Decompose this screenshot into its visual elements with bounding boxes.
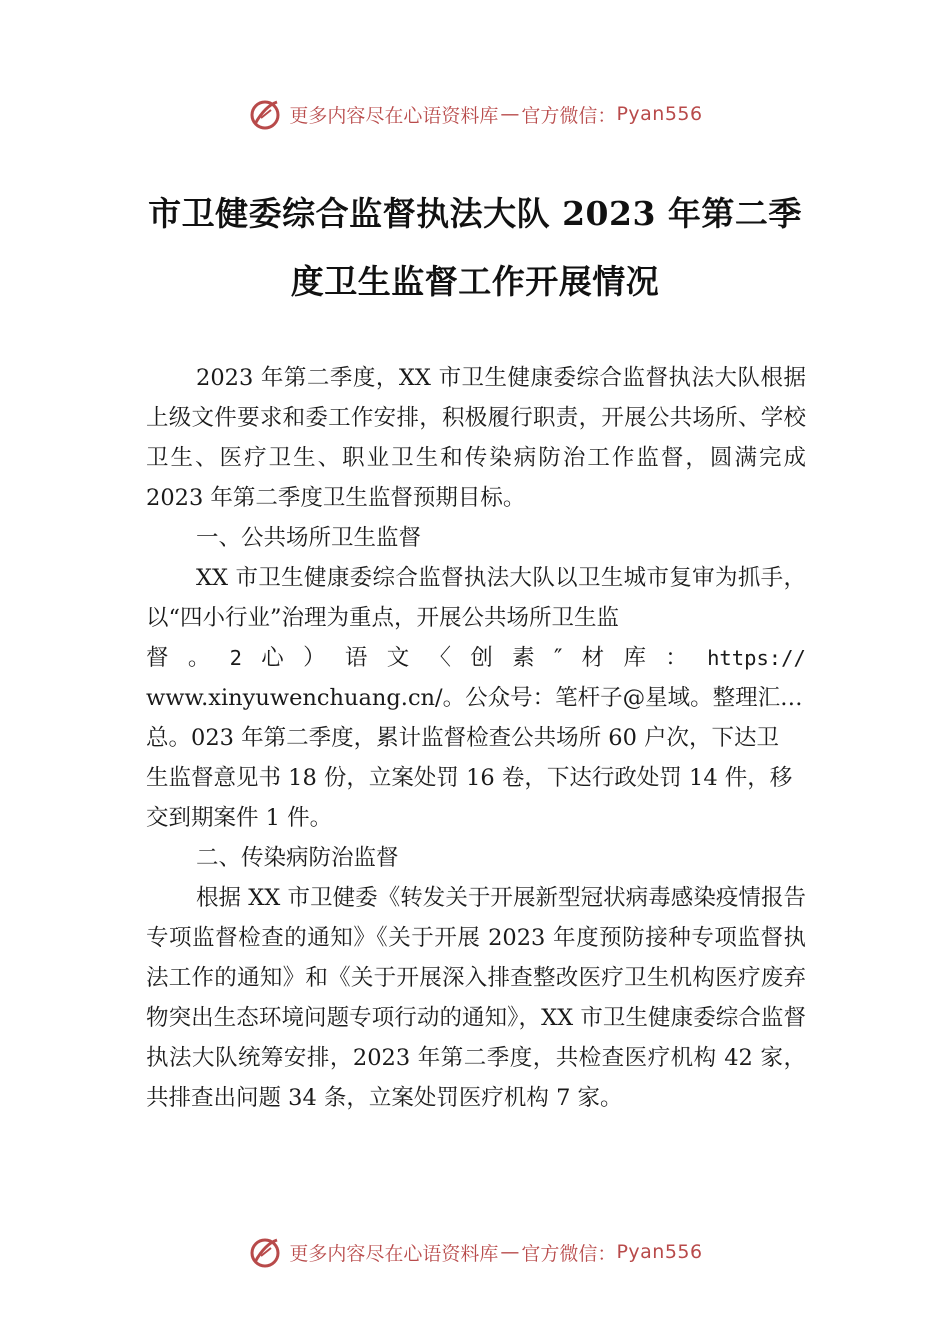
section-heading-public-places: 一、公共场所卫生监督 (196, 525, 422, 551)
intro-paragraph: 2023 年第二季度，XX 市卫生健康委综合监督执法大队根据上级文件要求和委工作安排，积极履行职责，开展公共场所、学校卫生、医疗卫生、职业卫生和传染病防治工作监督，圆满完成 2023 年第二季度卫生监督预期目标。 (146, 365, 806, 511)
section1-paragraph-c: 生监督意见书 18 份，立案处罚 16 卷，下达行政处罚 14 件，移交到期案件 1 件。 (146, 765, 793, 831)
section1-paragraph-a: XX 市卫生健康委综合监督执法大队以卫生城市复审为抓手，以“四小行业”治理为重点，开展公共场所卫生监 (146, 565, 806, 631)
footer-banner (0, 1234, 950, 1270)
spread-char: ″ (553, 645, 563, 671)
spread-char: 文 (386, 645, 410, 671)
brush-seal-icon (247, 1234, 283, 1270)
section1-paragraph-b (146, 678, 806, 758)
spread-char: 材 (581, 645, 605, 671)
section-heading-infectious-disease: 二、传染病防治监督 (196, 845, 399, 871)
footer-wechat-label: 官方微信： (521, 1242, 617, 1265)
spread-char: ） (303, 645, 326, 671)
spread-char: 心 (261, 645, 284, 671)
banner-wechat-label: 官方微信： (521, 104, 617, 127)
section1-spread-line (146, 638, 806, 678)
banner-wechat-id: Pyan556 (616, 103, 703, 125)
spread-char: ： (665, 645, 688, 671)
document-title-line2: 度卫生监督工作开展情况 (290, 262, 660, 301)
footer-text: 更多内容尽在心语资料库 (289, 1242, 499, 1265)
spread-char: 督 (146, 645, 169, 671)
spread-char: 2 (229, 646, 242, 670)
spread-url: https:// (707, 646, 806, 670)
section2-paragraph: 根据 XX 市卫健委《转发关于开展新型冠状病毒感染疫情报告专项监督检查的通知》《关于开展 2023 年度预防接种专项监督执法工作的通知》和《关于开展深入排查整改医疗卫生机构医疗废弃物突出生态环境问题专项行动的通知》，XX 市卫生健康委综合监督执法大队统筹安排，2023 年第二季度，共检查医疗机构 42 家，共排查出问题 34 条，立案处罚医疗机构 7 家。 (146, 885, 806, 1111)
spread-char: 。 (187, 645, 211, 671)
spread-char: 〈 (428, 645, 452, 671)
spread-char: 库 (623, 645, 646, 671)
footer-wechat-id: Pyan556 (616, 1241, 703, 1263)
document-body (146, 358, 806, 1118)
document-title-line1: 市卫健委综合监督执法大队 2023 年第二季 (148, 194, 802, 233)
header-banner (0, 96, 950, 132)
footer-dash: — (500, 1241, 520, 1263)
spread-char: 创 (470, 645, 493, 671)
section1-paragraph-b-text: www.xinyuwenchuang.cn/。公众号：笔杆子@星域。整理汇…总。023 年第二季度，累计监督检查公共场所 60 户次，下达卫 (146, 685, 803, 751)
brush-seal-icon (247, 96, 283, 132)
banner-dash: — (500, 103, 520, 125)
banner-text: 更多内容尽在心语资料库 (289, 104, 499, 127)
spread-char: 素 (512, 645, 535, 671)
spread-char: 语 (344, 645, 368, 671)
